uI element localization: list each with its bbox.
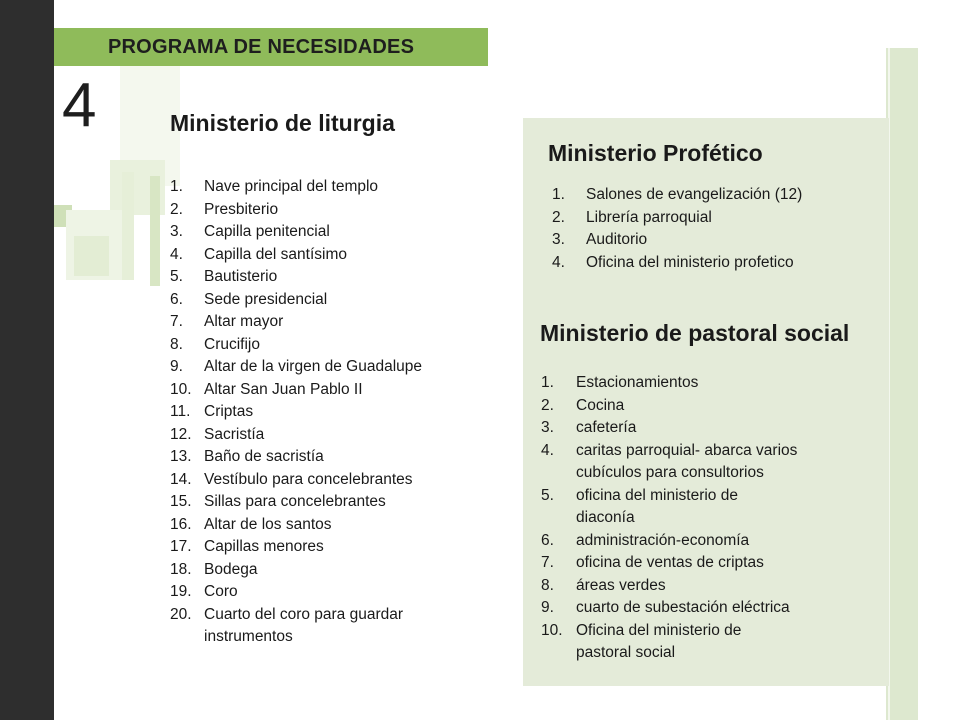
list-item: [541, 530, 797, 553]
list-item-number: 8.: [170, 335, 183, 353]
list-item: [170, 334, 422, 357]
list-item-number: 10.: [170, 380, 192, 398]
list-item-text: Cocina: [576, 396, 625, 414]
page-title: PROGRAMA DE NECESIDADES: [108, 36, 415, 58]
list-item-number: 2.: [170, 200, 183, 218]
list-item: [170, 581, 422, 604]
list-item: [541, 440, 797, 485]
list-item-text: Sacristía: [204, 425, 265, 443]
list-item: [552, 184, 802, 207]
list-item-text: Criptas: [204, 403, 254, 420]
list-item-text: oficina del ministerio de: [576, 486, 738, 504]
list-item-text: Capilla penitencial: [204, 223, 330, 240]
list-item-number: 18.: [170, 560, 192, 578]
list-item-text: Oficina del ministerio profetico: [586, 253, 794, 271]
list-item-number: 3.: [170, 223, 183, 240]
list-item-text-continued: pastoral social: [576, 644, 676, 661]
list-item-number: 6.: [170, 290, 183, 308]
list-item-text: Sillas para concelebrantes: [204, 493, 386, 510]
list-item-text: Estacionamientos: [576, 374, 699, 391]
list-item-text: Altar San Juan Pablo II: [204, 380, 363, 398]
list-item: [170, 491, 422, 514]
list-item: [552, 229, 802, 252]
list-item-number: 1.: [552, 186, 565, 203]
list-item-text: Coro: [204, 583, 238, 600]
list-item-text: cafetería: [576, 419, 637, 436]
list-item-text: oficina de ventas de criptas: [576, 554, 764, 571]
liturgia-list: [170, 176, 422, 649]
list-item-number: 9.: [541, 599, 554, 616]
list-item: [541, 620, 797, 665]
list-item-text: Capilla del santísimo: [204, 245, 348, 263]
list-item-text: Vestíbulo para concelebrantes: [204, 470, 413, 488]
list-item-text: Sede presidencial: [204, 290, 328, 308]
list-item: [170, 266, 422, 289]
profetico-heading: Ministerio Profético: [548, 140, 763, 166]
list-item-text-continued: diaconía: [576, 509, 635, 526]
list-item-number: 20.: [170, 605, 192, 623]
list-item-number: 15.: [170, 493, 192, 510]
right-decorative-strip: [886, 48, 918, 720]
list-item-text: Oficina del ministerio de: [576, 621, 742, 639]
list-item-number: 5.: [541, 486, 554, 504]
decorative-bar: [122, 172, 134, 280]
list-item-text-continued: cubículos para consultorios: [576, 464, 764, 481]
list-item: [170, 536, 422, 559]
list-item-number: 11.: [170, 403, 191, 420]
list-item-text: administración-economía: [576, 531, 750, 549]
liturgia-heading: Ministerio de liturgia: [170, 110, 395, 136]
list-item: [170, 356, 422, 379]
list-item-number: 12.: [170, 425, 192, 443]
list-item-text: caritas parroquial- abarca varios: [576, 441, 798, 459]
list-item-text: Cuarto del coro para guardar: [204, 605, 404, 623]
list-item: [170, 199, 422, 222]
pastoral-list: [541, 372, 797, 665]
list-item-number: 2.: [541, 396, 554, 414]
list-item: [170, 221, 422, 244]
list-item-number: 9.: [170, 358, 183, 375]
list-item-number: 16.: [170, 515, 192, 533]
decorative-bar: [150, 176, 160, 286]
list-item-number: 5.: [170, 268, 183, 285]
list-item-number: 17.: [170, 538, 192, 555]
list-item-text: Baño de sacristía: [204, 448, 324, 465]
list-item-text: Altar mayor: [204, 313, 284, 330]
list-item: [170, 244, 422, 267]
list-item-text: Altar de la virgen de Guadalupe: [204, 358, 423, 375]
list-item: [170, 514, 422, 537]
list-item-number: 3.: [552, 231, 565, 248]
list-item-number: 4.: [552, 253, 565, 271]
list-item-number: 4.: [541, 441, 554, 459]
list-item-text: Salones de evangelización (12): [586, 186, 803, 203]
list-item: [170, 311, 422, 334]
list-item-text: cuarto de subestación eléctrica: [576, 599, 790, 616]
list-item-number: 8.: [541, 576, 554, 594]
list-item-number: 10.: [541, 621, 563, 639]
list-item: [552, 252, 802, 275]
list-item-text: Presbiterio: [204, 200, 279, 218]
list-item: [170, 559, 422, 582]
list-item: [541, 552, 797, 575]
list-item-number: 2.: [552, 208, 565, 226]
list-item: [170, 424, 422, 447]
list-item-number: 4.: [170, 245, 183, 263]
list-item-number: 7.: [541, 554, 554, 571]
list-item-text: Auditorio: [586, 231, 648, 248]
list-item-text: Capillas menores: [204, 538, 324, 555]
list-item-text: Bodega: [204, 560, 258, 578]
list-item-text: Nave principal del templo: [204, 178, 379, 195]
list-item: [170, 176, 422, 199]
list-item: [541, 597, 797, 620]
pastoral-heading: Ministerio de pastoral social: [540, 320, 850, 346]
list-item: [170, 379, 422, 402]
list-item-number: 6.: [541, 531, 554, 549]
list-item-number: 1.: [541, 374, 554, 391]
list-item: [552, 207, 802, 230]
list-item-number: 13.: [170, 448, 192, 465]
list-item-number: 7.: [170, 313, 183, 330]
list-item: [170, 446, 422, 469]
list-item-text: Crucifijo: [204, 335, 260, 353]
list-item-number: 1.: [170, 178, 183, 195]
list-item-text-continued: instrumentos: [204, 628, 293, 645]
list-item-text: Bautisterio: [204, 268, 278, 285]
list-item: [541, 417, 797, 440]
profetico-list: [552, 184, 802, 274]
list-item-text: Librería parroquial: [586, 208, 712, 226]
list-item-number: 14.: [170, 470, 192, 488]
list-item-text: áreas verdes: [576, 576, 666, 594]
left-dark-strip: [0, 0, 54, 720]
list-item: [541, 395, 797, 418]
list-item: [170, 604, 422, 649]
list-item-number: 19.: [170, 583, 192, 600]
list-item: [170, 289, 422, 312]
list-item-number: 3.: [541, 419, 554, 436]
decorative-square: [74, 236, 109, 276]
list-item: [170, 401, 422, 424]
list-item-text: Altar de los santos: [204, 515, 332, 533]
list-item: [541, 485, 797, 530]
list-item: [541, 372, 797, 395]
list-item: [170, 469, 422, 492]
list-item: [541, 575, 797, 598]
slide-number: 4: [62, 71, 97, 140]
